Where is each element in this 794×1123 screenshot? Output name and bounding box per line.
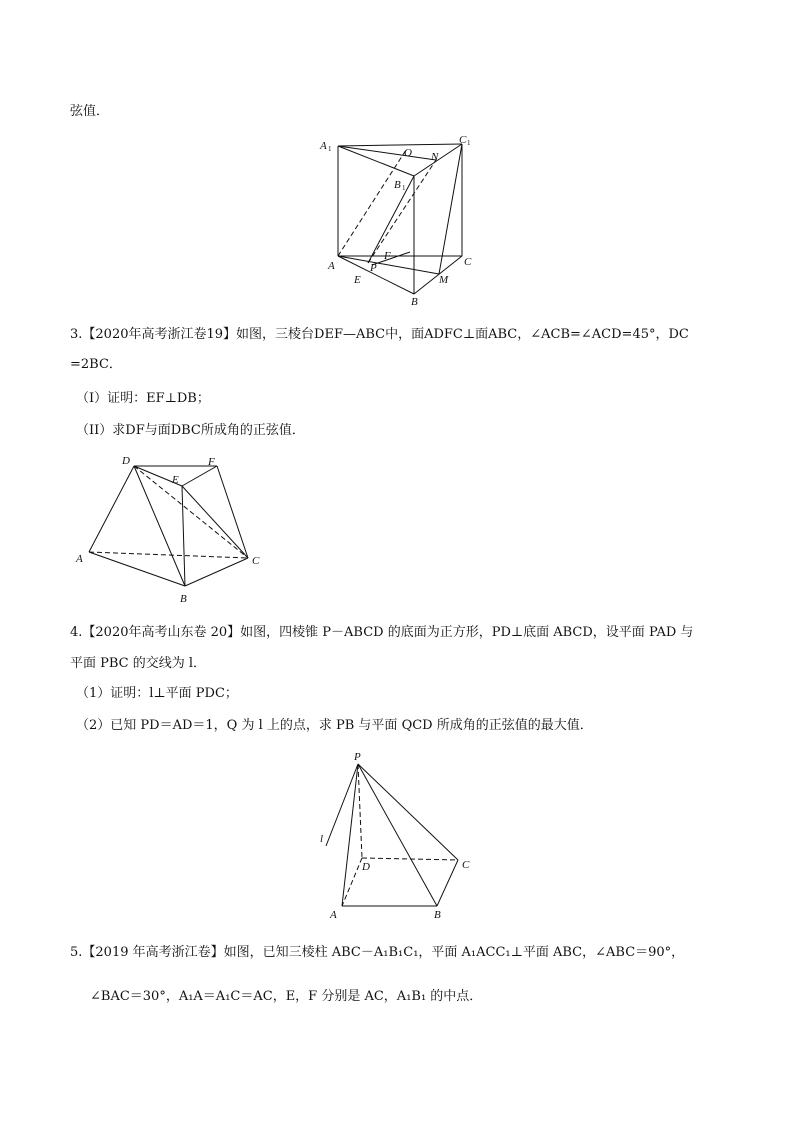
- label-e: E: [172, 474, 179, 486]
- label-c: C: [464, 256, 472, 268]
- problem5-line2: ∠BAC＝30°，A₁A＝A₁C＝AC，E，F 分别是 AC，A₁B₁ 的中点．: [90, 989, 483, 1004]
- label-a: A: [328, 260, 335, 272]
- problem3-line1: 3.【2020年高考浙江卷19】如图，三棱台DEF—ABC中，面ADFC⊥面ABC，∠ACB=∠ACD=45°，DC: [70, 327, 689, 342]
- label-b: B: [411, 296, 418, 308]
- label-b: B: [434, 909, 441, 921]
- label-p: P: [370, 262, 377, 274]
- label-b: B: [180, 593, 187, 604]
- problem4-line1: 4.【2020年高考山东卷 20】如图，四棱锥 P－ABCD 的底面为正方形，PD⊥底面 ABCD，设平面 PAD 与: [70, 625, 694, 640]
- label-f: F: [208, 456, 215, 468]
- label-p: P: [354, 751, 361, 763]
- label-d: D: [122, 455, 130, 467]
- problem3-q2: （II）求DF与面DBC所成角的正弦值．: [76, 423, 305, 438]
- label-a1: A: [320, 140, 327, 152]
- label-a: A: [330, 909, 337, 921]
- svg-text:1: 1: [328, 145, 332, 153]
- problem3-q1: （I）证明：EF⊥DB；: [76, 391, 210, 406]
- label-b1: B: [394, 179, 401, 191]
- label-c: C: [252, 555, 260, 567]
- label-m: M: [439, 274, 449, 286]
- svg-text:1: 1: [467, 139, 471, 147]
- label-d: D: [362, 861, 370, 873]
- label-c1: C: [459, 134, 467, 146]
- label-l: l: [320, 833, 324, 845]
- problem5-line1: 5.【2019 年高考浙江卷】如图，已知三棱柱 ABC－A₁B₁C₁，平面 A₁ACC₁⊥平面 ABC，∠ABC＝90°，: [70, 945, 685, 960]
- problem3-line2: =2BC．: [70, 357, 122, 372]
- label-e: E: [354, 274, 361, 286]
- problem4-q1: （1）证明：l⊥平面 PDC；: [76, 686, 238, 701]
- prism-figure: [318, 134, 478, 309]
- a1-n-line: [338, 146, 436, 160]
- label-f: F: [384, 250, 391, 262]
- label-c: C: [462, 859, 470, 871]
- top-text: 弦值．: [70, 104, 110, 119]
- label-o: O: [404, 147, 412, 159]
- frustum-figure: [72, 452, 272, 604]
- label-a: A: [76, 553, 83, 565]
- problem4-line2: 平面 PBC 的交线为 l．: [70, 656, 207, 671]
- label-n: N: [431, 151, 439, 163]
- problem4-q2: （2）已知 PD＝AD＝1，Q 为 l 上的点，求 PB 与平面 QCD 所成角的正弦值的最大值．: [76, 718, 593, 733]
- pyramid-figure: [312, 746, 482, 924]
- svg-text:1: 1: [402, 184, 406, 192]
